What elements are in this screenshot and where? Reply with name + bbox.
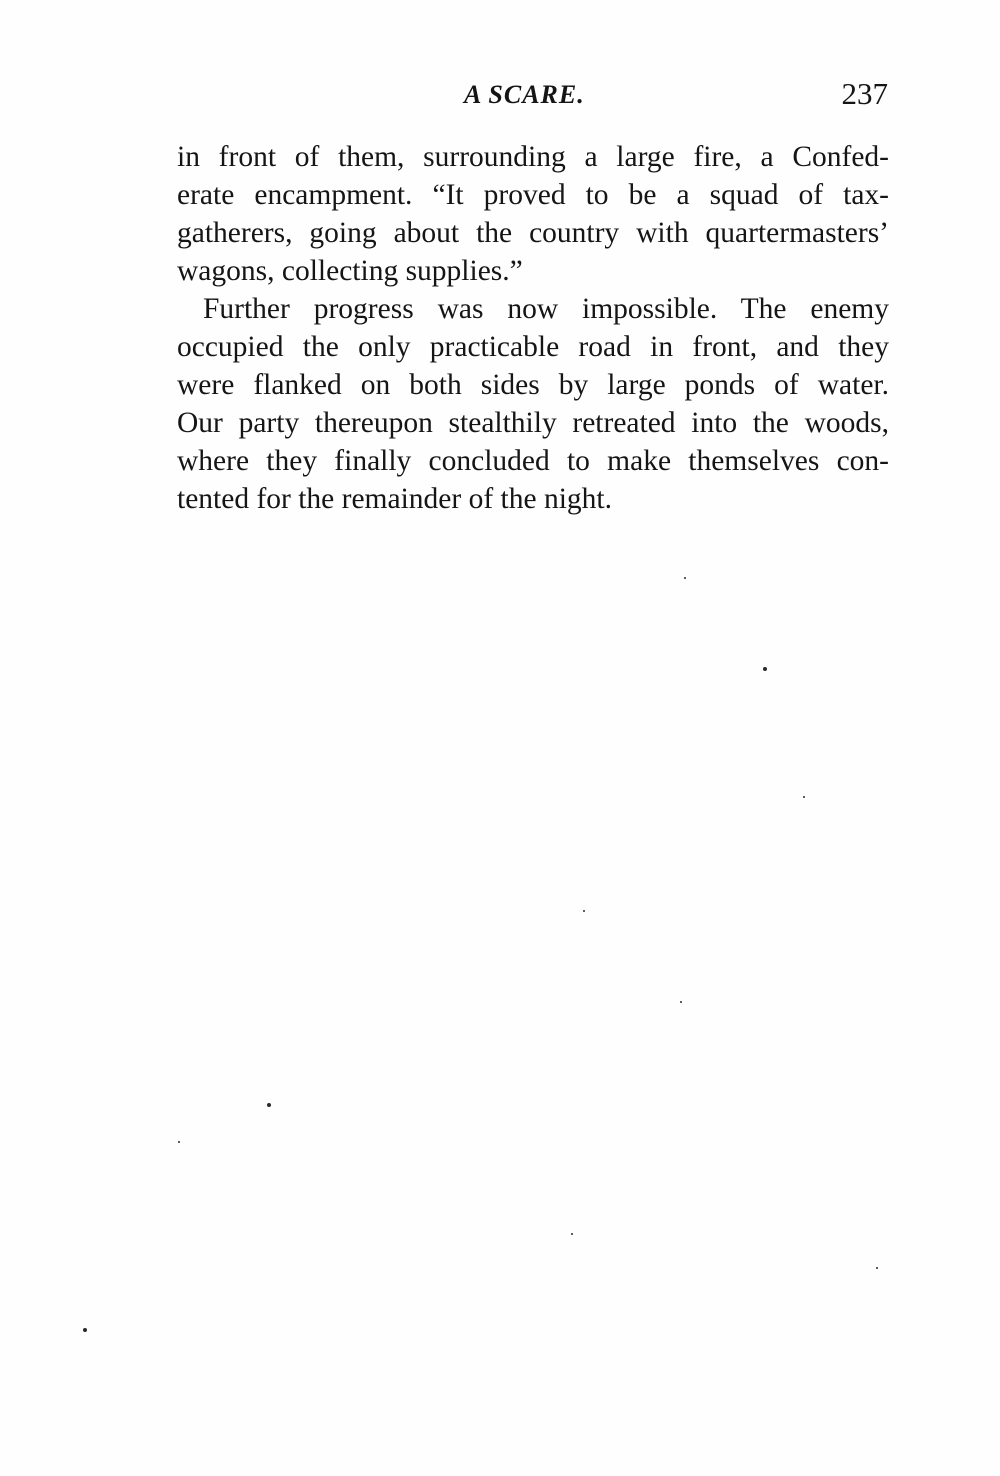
scan-speck — [267, 1103, 271, 1107]
scan-speck — [583, 910, 585, 912]
scan-speck — [876, 1267, 878, 1269]
scan-speck — [178, 1141, 180, 1143]
text-line: where they finally concluded to make themselves con- — [177, 445, 889, 477]
scan-speck — [83, 1328, 87, 1332]
running-head — [176, 76, 888, 116]
text-line: were flanked on both sides by large ponds of water. — [177, 369, 889, 401]
running-title: A SCARE. — [464, 80, 585, 109]
text-line: erate encampment. “It proved to be a squad of tax- — [177, 179, 889, 211]
scan-speck — [763, 667, 767, 671]
paragraph-2 — [177, 290, 889, 518]
scan-speck — [684, 577, 686, 579]
scan-speck — [803, 796, 805, 798]
page-number: 237 — [841, 76, 888, 111]
paragraph-1 — [177, 138, 889, 290]
text-line: Our party thereupon stealthily retreated into the woods, — [177, 407, 889, 439]
text-line: occupied the only practicable road in front, and they — [177, 331, 889, 363]
text-line: gatherers, going about the country with quartermasters’ — [177, 217, 889, 249]
body-text — [177, 138, 889, 518]
text-line: Further progress was now impossible. The enemy — [203, 293, 889, 325]
scan-speck — [680, 1001, 682, 1003]
scan-speck — [571, 1233, 573, 1235]
text-line: tented for the remainder of the night. — [177, 483, 612, 515]
text-line: wagons, collecting supplies.” — [177, 255, 523, 287]
text-line: in front of them, surrounding a large fire, a Confed- — [177, 141, 889, 173]
